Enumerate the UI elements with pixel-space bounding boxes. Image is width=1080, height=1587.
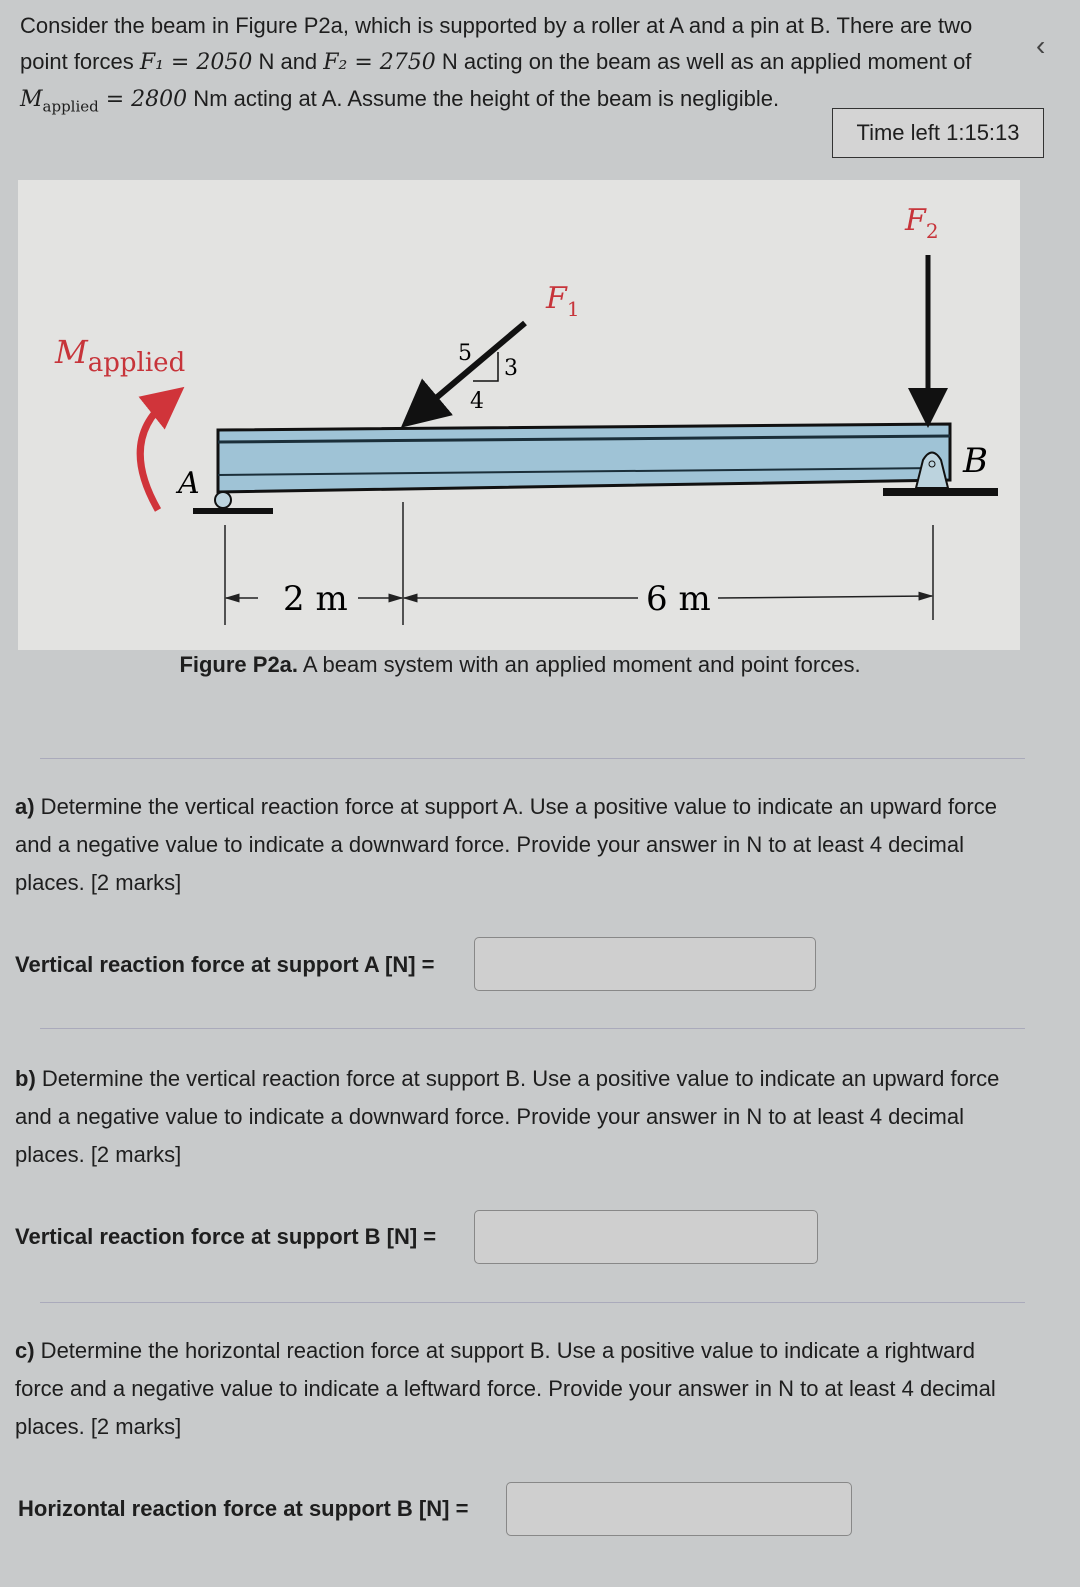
question-b	[15, 1060, 1025, 1174]
f1-value: F₁ = 2050	[139, 50, 253, 75]
intro-text: N acting on the beam as well as an applied moment of	[435, 49, 972, 74]
slope-5: 5	[458, 341, 472, 366]
slope-4: 4	[470, 389, 484, 414]
moment-value: = 2800	[98, 87, 188, 112]
label-a: A	[178, 466, 200, 501]
divider	[40, 1302, 1025, 1303]
f1-label: $F_1$	[546, 281, 580, 321]
moment-subscript: applied	[42, 97, 99, 116]
question-letter: a)	[15, 794, 35, 819]
intro-text: Consider the beam in Figure P2a, which is supported by a roller at A and a pin at B. There are two point forces	[20, 13, 973, 74]
answer-input-b[interactable]	[474, 1210, 818, 1264]
answer-label-a: Vertical reaction force at support A [N] =	[15, 952, 435, 977]
question-letter: c)	[15, 1338, 35, 1363]
intro-text: Nm acting at A. Assume the height of the beam is negligible.	[187, 86, 780, 111]
chevron-left-icon[interactable]: ‹	[1036, 30, 1046, 61]
divider	[40, 1028, 1025, 1029]
f2-value: F₂ = 2750	[323, 50, 436, 75]
intro-text: N and	[252, 49, 324, 74]
f2-label: $F_2$	[905, 203, 939, 243]
figure-p2a	[18, 180, 1020, 650]
question-letter: b)	[15, 1066, 36, 1091]
question-a	[15, 788, 1025, 902]
dim-6m: 6 m	[646, 579, 711, 619]
answer-label-b: Vertical reaction force at support B [N] =	[15, 1224, 437, 1249]
moment-symbol: M	[20, 87, 43, 112]
problem-statement	[20, 8, 1010, 124]
figure-caption	[0, 652, 1040, 678]
moment-label: $M_{applied}$	[55, 333, 186, 378]
beam	[218, 424, 950, 492]
moment-arrow	[140, 400, 168, 510]
label-b: B	[963, 441, 988, 481]
answer-input-c[interactable]	[506, 1482, 852, 1536]
caption-bold: Figure P2a.	[179, 652, 299, 677]
answer-input-a[interactable]	[474, 937, 816, 991]
time-left: Time left 1:15:13	[832, 108, 1044, 158]
roller-support-a	[193, 492, 273, 514]
question-c	[15, 1332, 1025, 1446]
caption-text: A beam system with an applied moment and point forces.	[298, 652, 861, 677]
divider	[40, 758, 1025, 759]
dim-2m: 2 m	[283, 579, 348, 619]
question-text: Determine the vertical reaction force at support B. Use a positive value to indicate an upward force and a negative value to indicate a downward force. Provide your answer in N to at least 4 decimal places. [2 marks]	[15, 1066, 1000, 1167]
answer-label-c: Horizontal reaction force at support B [N] =	[18, 1496, 469, 1521]
slope-3: 3	[504, 356, 518, 381]
question-text: Determine the vertical reaction force at support A. Use a positive value to indicate an upward force and a negative value to indicate a downward force. Provide your answer in N to at least 4 decimal places. [2 marks]	[15, 794, 997, 895]
question-text: Determine the horizontal reaction force at support B. Use a positive value to indicate a rightward force and a negative value to indicate a leftward force. Provide your answer in N to at least 4 decimal places. [2 marks]	[15, 1338, 996, 1439]
